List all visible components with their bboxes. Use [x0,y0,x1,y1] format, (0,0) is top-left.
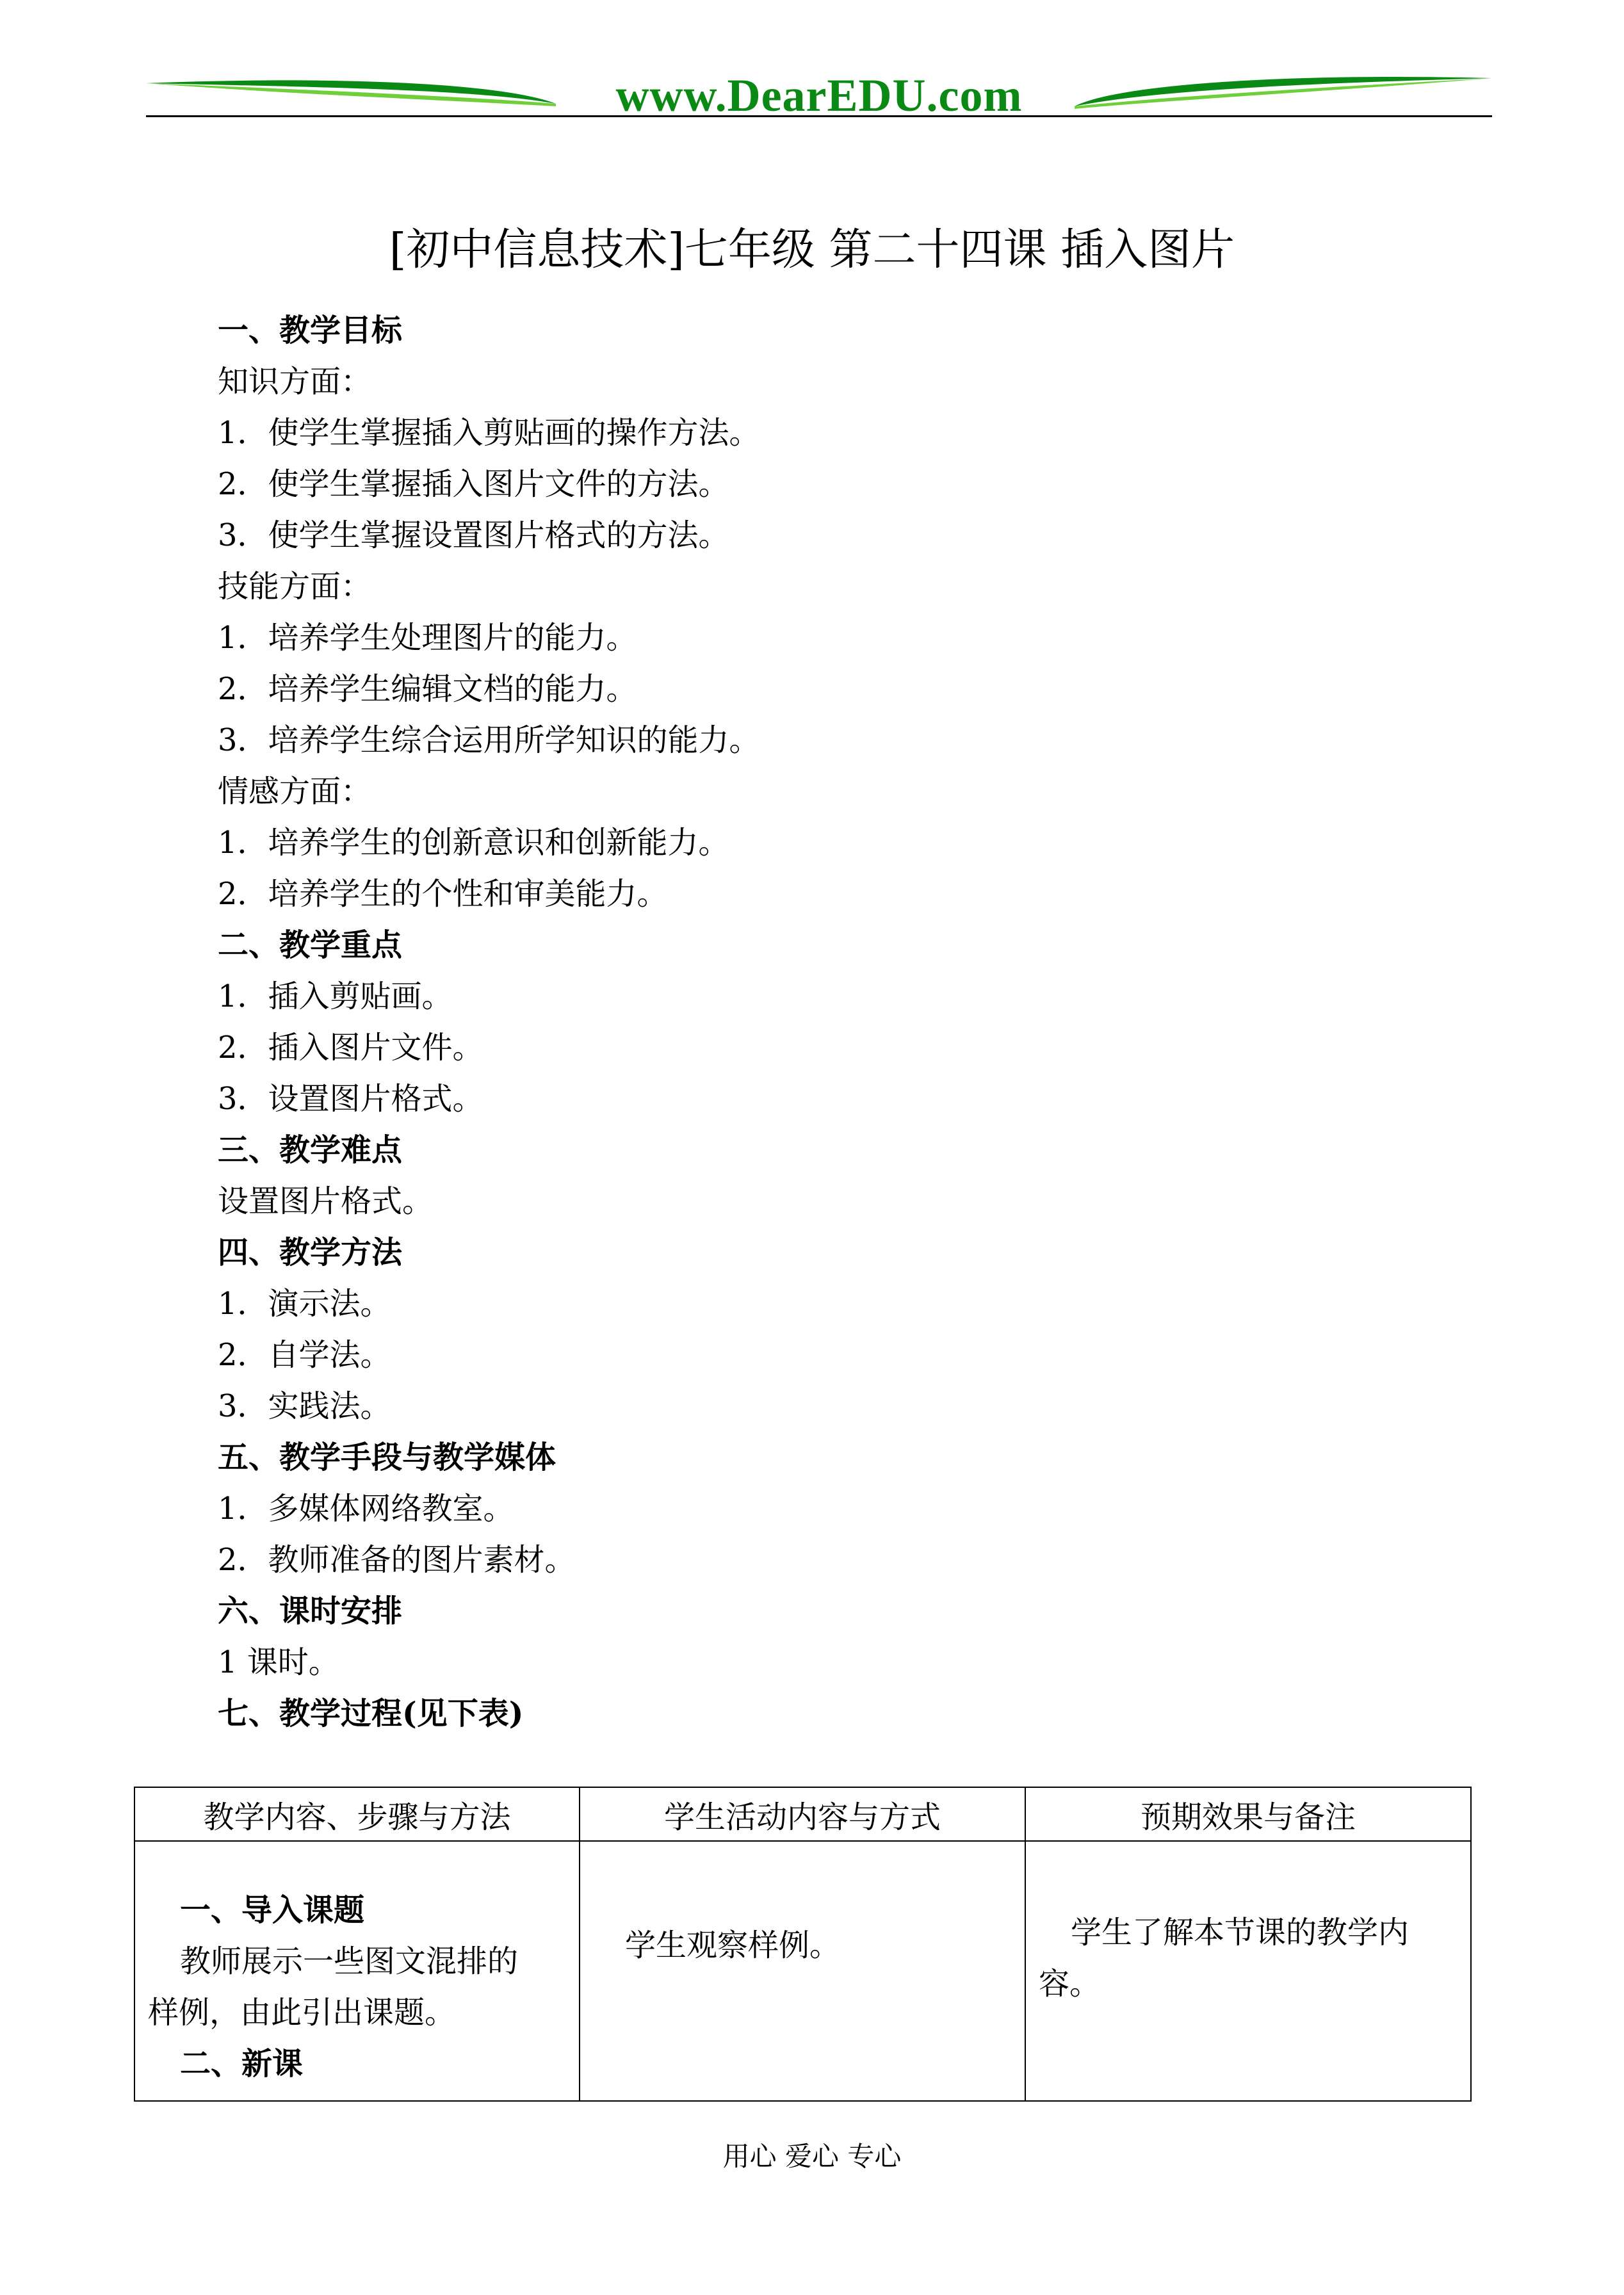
header-banner [146,64,1492,128]
body-line: 知识方面： [218,364,372,400]
body-line: 1．插入剪贴画。 [218,978,453,1014]
body-line: 2．培养学生的个性和审美能力。 [218,876,668,912]
body-line: 设置图片格式。 [218,1183,434,1219]
cell-text: 学生观察样例。 [625,1927,841,1963]
table-cell-expected-effect [1025,1841,1471,2101]
body-line: 2．培养学生编辑文档的能力。 [218,671,637,707]
body-line: 2．使学生掌握插入图片文件的方法。 [218,466,729,502]
table-header-cell: 预期效果与备注 [1025,1787,1471,1841]
table-cell-teacher-content [134,1841,580,2101]
cell-text: 教师展示一些图文混排的 [180,1943,519,1979]
page-footer: 用心 爱心 专心 [722,2141,902,2172]
cell-heading: 二、新课 [180,2046,304,2082]
section-heading: 二、教学重点 [218,927,403,963]
body-line: 3．培养学生综合运用所学知识的能力。 [218,722,760,758]
document-body [218,305,1434,1739]
body-line: 情感方面： [218,774,372,809]
cell-text: 学生了解本节课的教学内 [1071,1915,1409,1950]
body-line: 技能方面： [218,569,372,604]
table-header-cell: 学生活动内容与方式 [580,1787,1025,1841]
table-header-cell: 教学内容、步骤与方法 [134,1787,580,1841]
section-heading: 四、教学方法 [218,1235,403,1270]
body-line: 1．使学生掌握插入剪贴画的操作方法。 [218,415,760,451]
body-line: 2．自学法。 [218,1337,391,1373]
page-title: [初中信息技术]七年级 第二十四课 插入图片 [389,225,1235,275]
table-cell-student-activity [580,1841,1025,2101]
section-heading: 六、课时安排 [218,1593,403,1629]
cell-heading: 一、导入课题 [180,1892,365,1928]
body-line: 3．实践法。 [218,1388,391,1424]
table-row [134,1841,1471,2101]
cell-text: 容。 [1039,1966,1101,2002]
section-heading: 五、教学手段与教学媒体 [218,1439,556,1475]
site-logo-text: www.DearEDU.com [615,70,1023,121]
body-line: 1．培养学生处理图片的能力。 [218,620,637,656]
body-line: 1．培养学生的创新意识和创新能力。 [218,825,729,861]
body-line: 2．教师准备的图片素材。 [218,1542,576,1578]
section-heading: 一、教学目标 [218,312,403,348]
body-line: 1．演示法。 [218,1286,391,1322]
body-line: 3．设置图片格式。 [218,1081,483,1117]
body-line: 2．插入图片文件。 [218,1030,483,1066]
section-heading: 七、教学过程(见下表) [218,1696,524,1731]
section-heading: 三、教学难点 [218,1132,403,1168]
table-header-row [134,1787,1471,1841]
body-line: 1．多媒体网络教室。 [218,1491,514,1527]
teaching-process-table [134,1787,1472,2102]
body-line: 3．使学生掌握设置图片格式的方法。 [218,517,729,553]
cell-text: 样例，由此引出课题。 [148,1995,456,2031]
body-line: 1 课时。 [218,1644,339,1680]
